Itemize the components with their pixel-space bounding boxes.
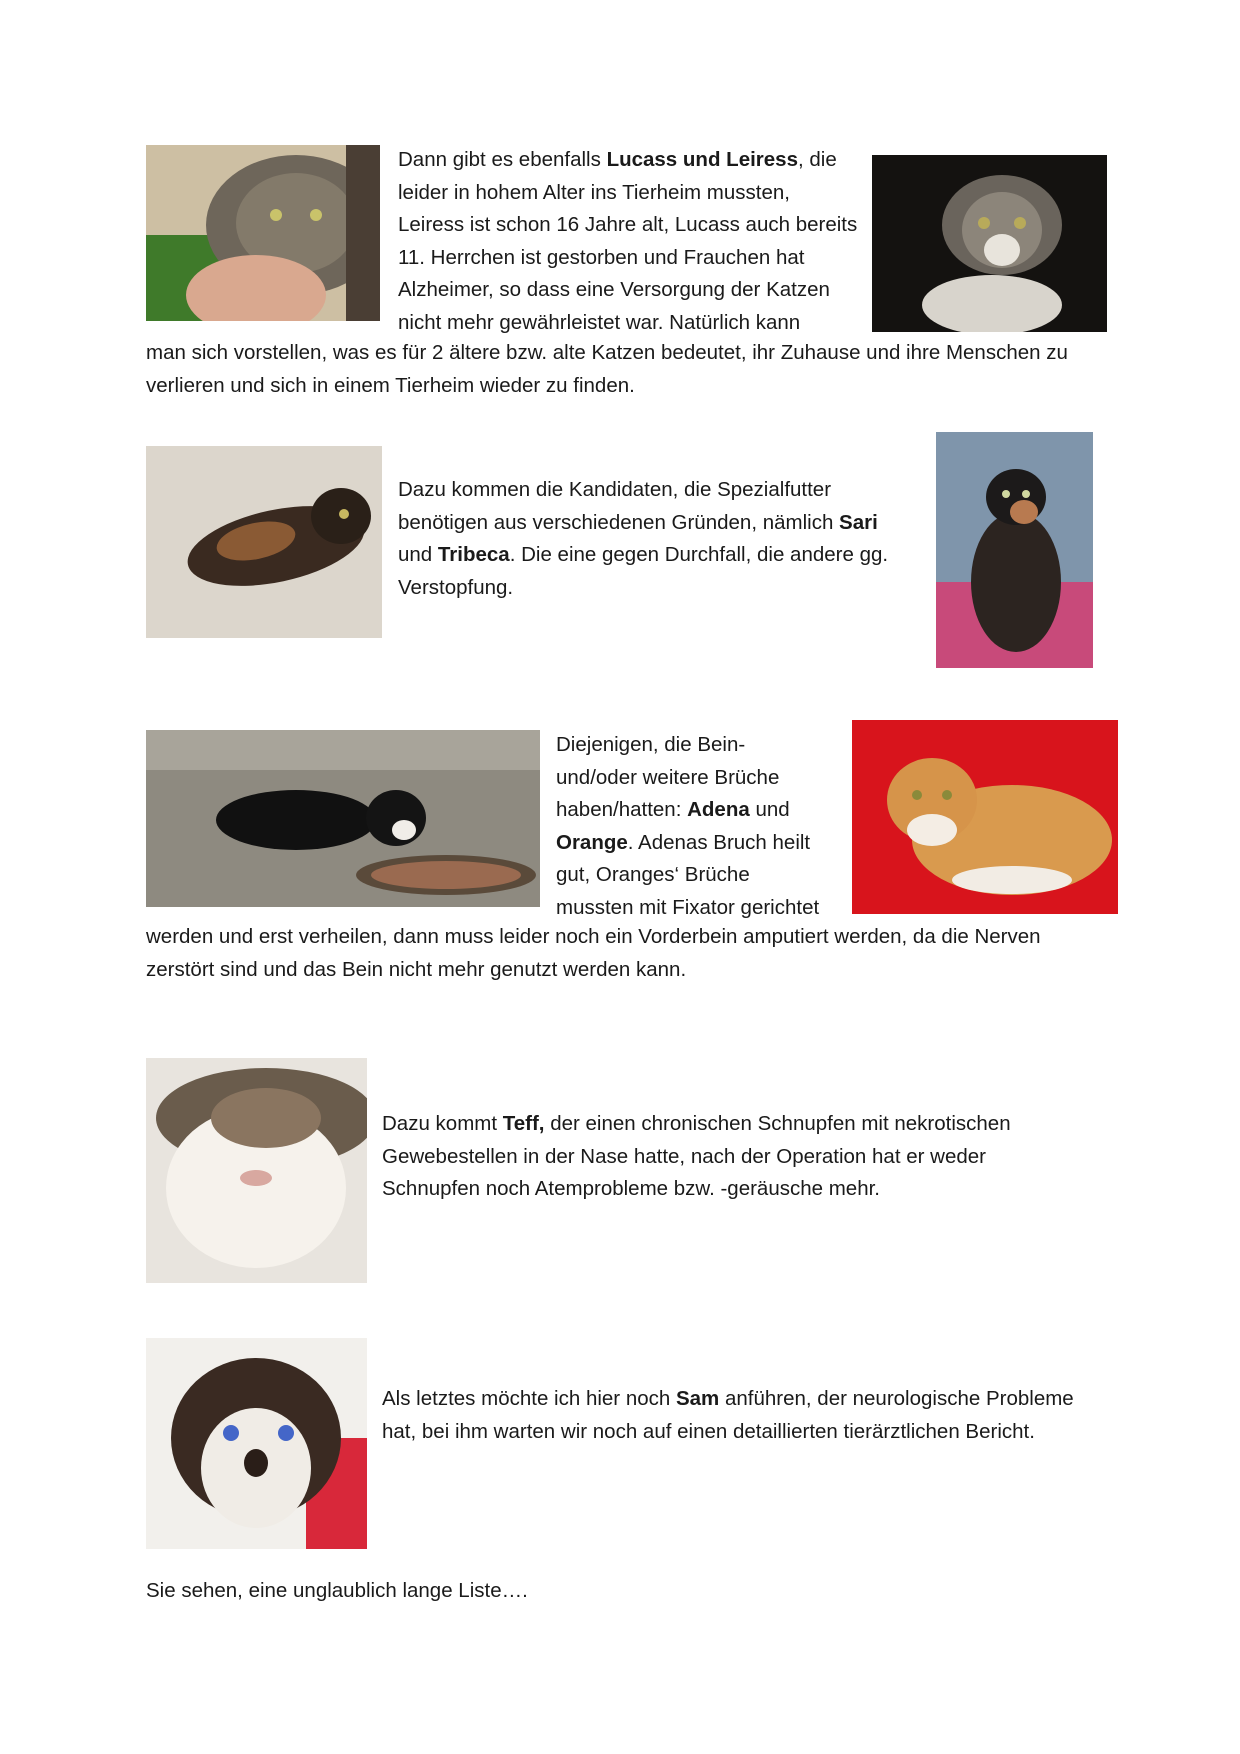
section-3-wrapped-paragraph: Diejenigen, die Bein- und/oder weitere Brüche haben/hatten: Adena und Orange. Adenas Bruch heilt gut, Oranges‘ Brüche mussten mit Fixator gerichtet (556, 733, 820, 919)
section-4-paragraph: Dazu kommt Teff, der einen chronischen Schnupfen mit nekrotischen Gewebestellen in der Nase hatte, nach der Operation hat er weder Schnupfen noch Atemprobleme bzw. -geräusche mehr. (382, 1112, 1011, 1200)
section-1-wrapped-paragraph: Dann gibt es ebenfalls Lucass und Leiress, die leider in hohem Alter ins Tierheim mussten, Leiress ist schon 16 Jahre alt, Lucass auch bereits 11. Herrchen ist gestorben und Frauchen hat Alzheimer, so dass eine Versorgung der Katzen nicht mehr gewährleistet war. Natürlich kann (398, 148, 858, 334)
section-5-paragraph: Als letztes möchte ich hier noch Sam anführen, der neurologische Probleme hat, bei ihm warten wir noch auf einen detaillierten tierärztlichen Bericht. (382, 1387, 1074, 1443)
sam-cat-photo (146, 1338, 367, 1549)
closing-sentence: Sie sehen, eine unglaublich lange Liste…. (146, 1579, 528, 1602)
section-2-paragraph: Dazu kommen die Kandidaten, die Spezialfutter benötigen aus verschiedenen Gründen, nämlich Sari und Tribeca. Die eine gegen Durchfall, die andere gg. Verstopfung. (398, 478, 889, 599)
adena-cat-photo (146, 730, 540, 907)
leiress-cat-photo (872, 155, 1107, 332)
teff-cat-photo (146, 1058, 367, 1283)
tribeca-cat-photo (936, 432, 1093, 668)
lucass-cat-photo (146, 145, 380, 321)
sari-cat-photo (146, 446, 382, 638)
orange-cat-photo (852, 720, 1118, 914)
section-1-full-width-text: man sich vorstellen, was es für 2 ältere bzw. alte Katzen bedeutet, ihr Zuhause und ihre Menschen zu verlieren und sich in einem Tierheim wieder zu finden. (146, 341, 1068, 397)
section-3-full-width-text: werden und erst verheilen, dann muss leider noch ein Vorderbein amputiert werden, da die Nerven zerstört sind und das Bein nicht mehr genutzt werden kann. (146, 925, 1041, 981)
